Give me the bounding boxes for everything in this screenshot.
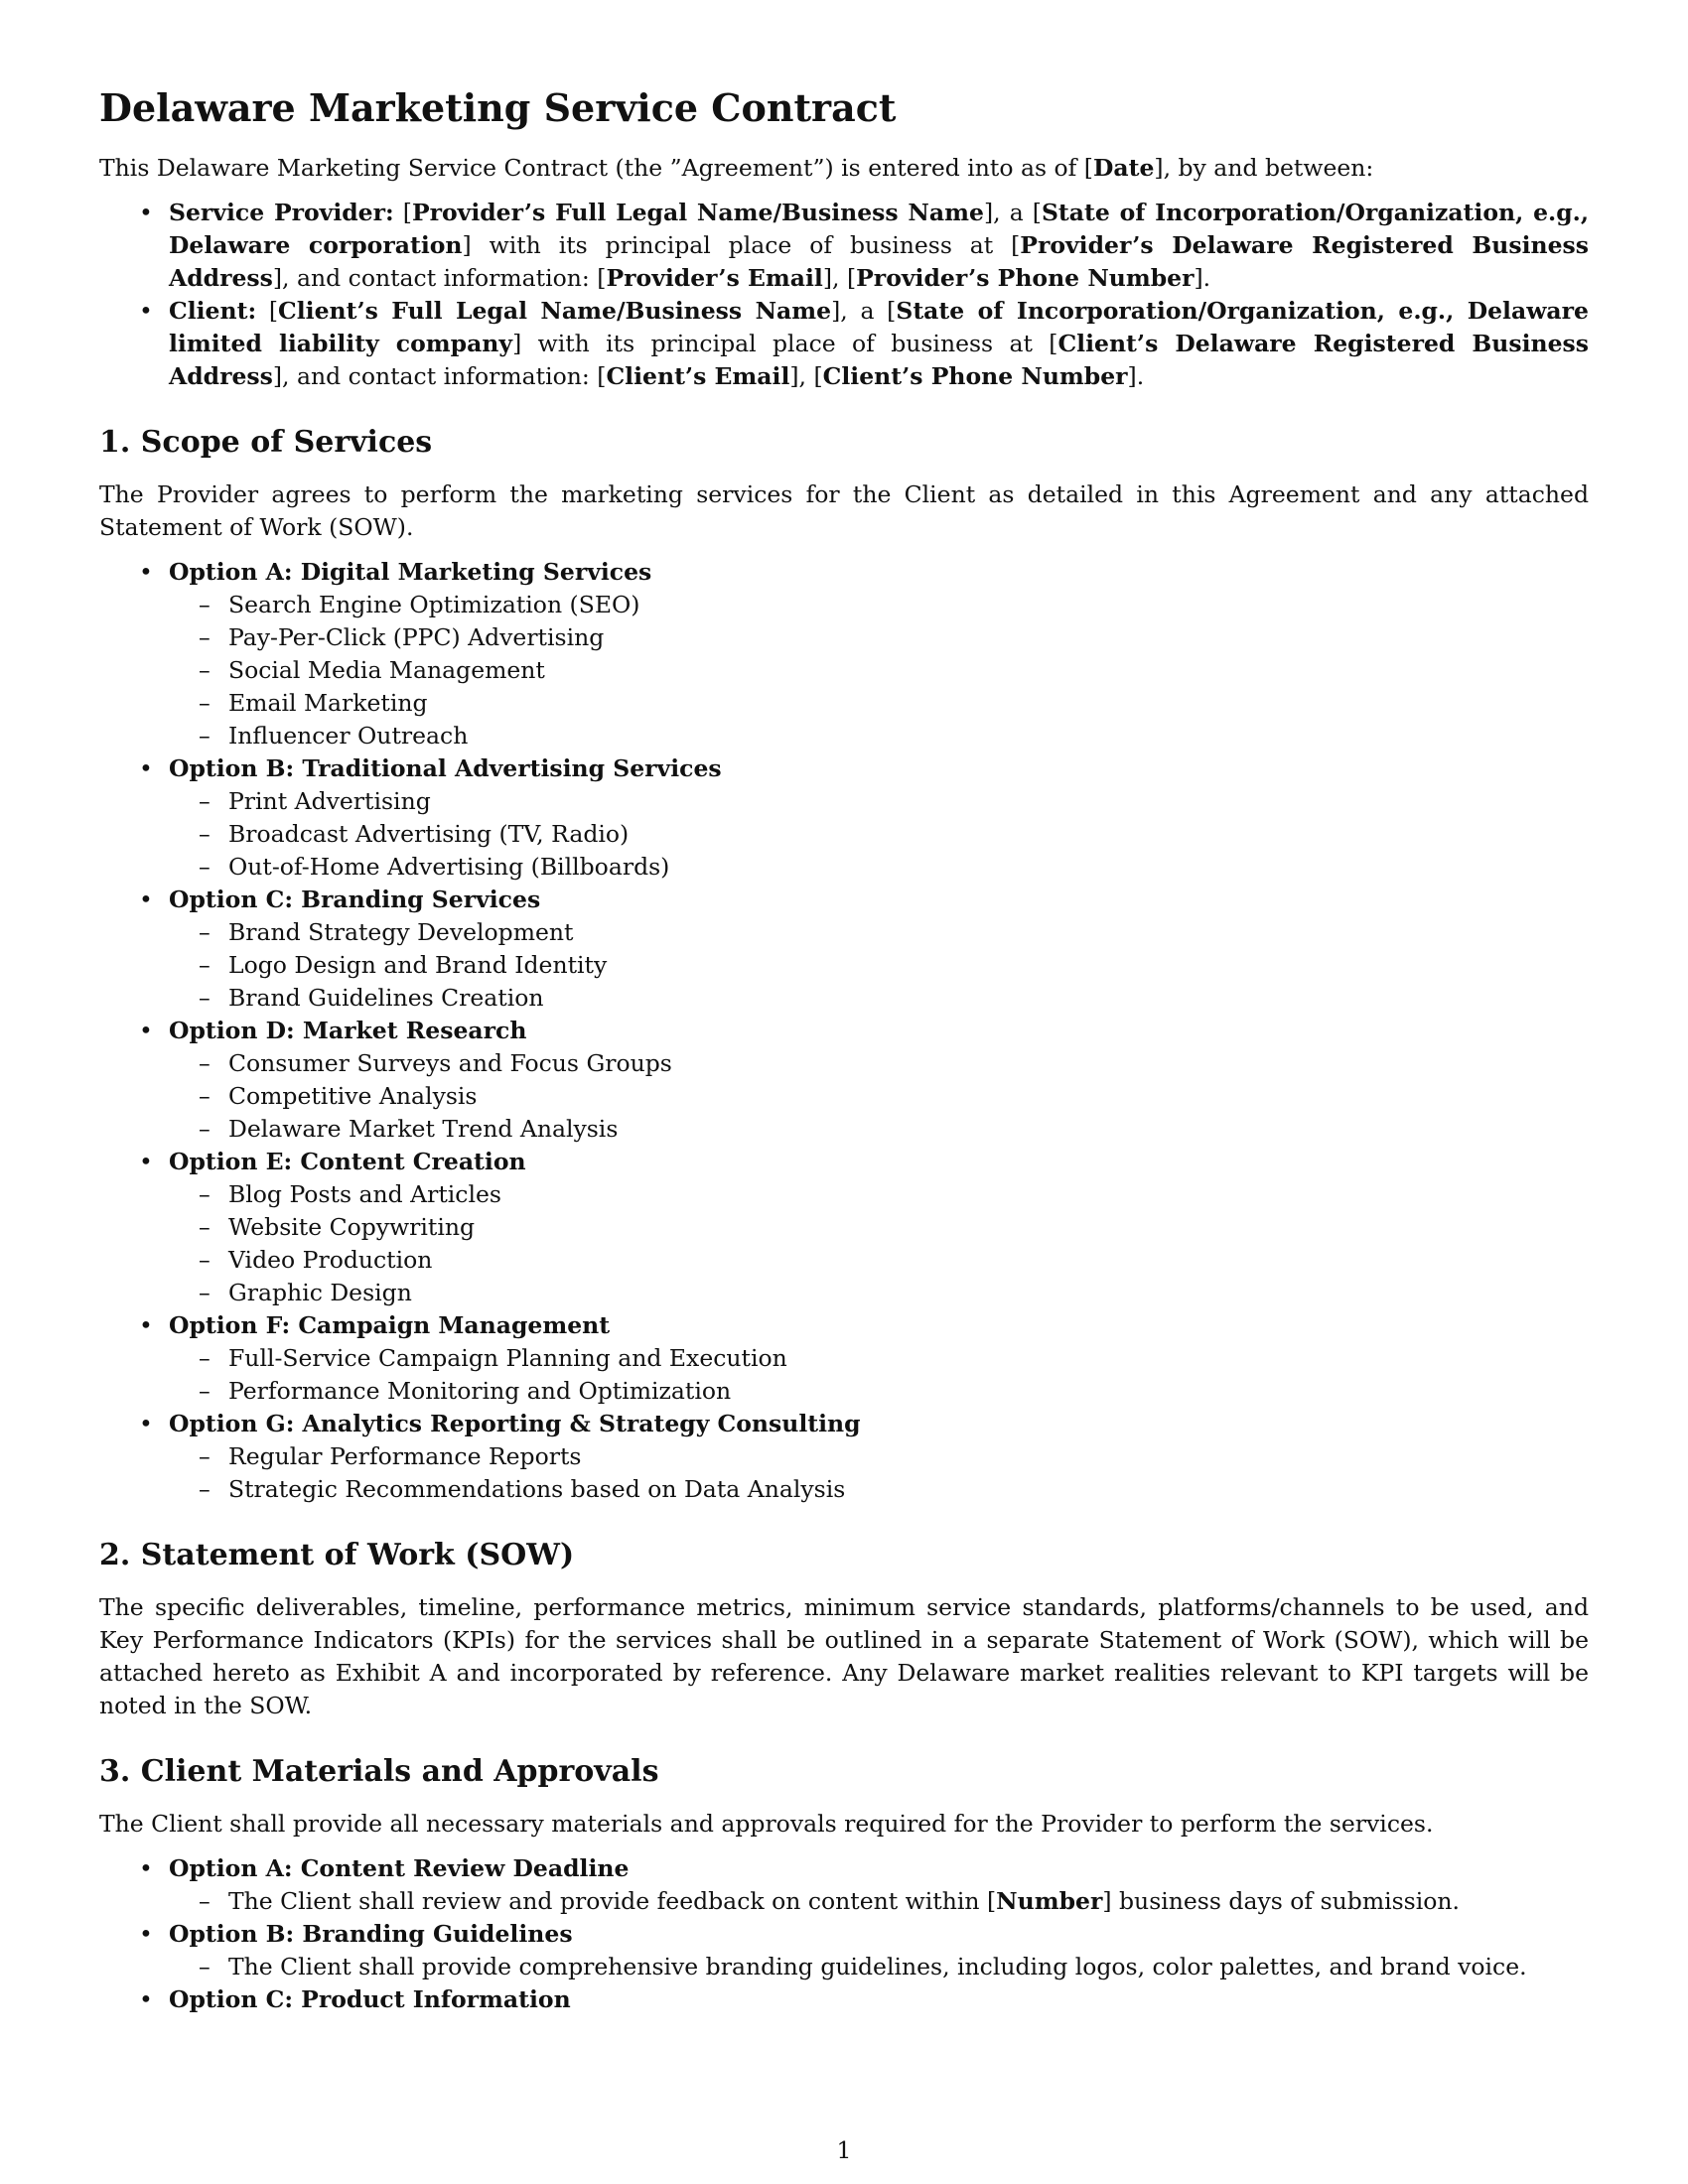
scope-item: – Video Production <box>169 1244 1589 1277</box>
scope-option: • Option A: Digital Marketing Services – Search Engine Optimization (SEO) – Pay-Per-Click (PPC) Advertising – Social Media Management – Email Marketing – Influencer Outreach <box>99 556 1589 752</box>
scope-item: – Regular Performance Reports <box>169 1440 1589 1473</box>
sow-paragraph: The specific deliverables, timeline, performance metrics, minimum service standards, platforms/channels to be used, and Key Performance Indicators (KPIs) for the services shall be outlined in a separate Statement of Work (SOW), which will be attached hereto as Exhibit A and incorporated by reference. Any Delaware market realities relevant to KPI targets will be noted in the SOW. <box>99 1593 1589 1719</box>
scope-option: • Option D: Market Research – Consumer Surveys and Focus Groups – Competitive Analysis – Delaware Market Trend Analysis <box>99 1015 1589 1146</box>
materials-options-list <box>99 1852 1589 2016</box>
materials-item: – The Client shall provide comprehensive branding guidelines, including logos, color palettes, and brand voice. <box>169 1951 1589 1983</box>
scope-item: – Delaware Market Trend Analysis <box>169 1113 1589 1146</box>
number-placeholder: Number <box>996 1887 1103 1915</box>
scope-item: – Pay-Per-Click (PPC) Advertising <box>169 621 1589 654</box>
scope-item: – Strategic Recommendations based on Data Analysis <box>169 1473 1589 1506</box>
scope-item: – Graphic Design <box>169 1277 1589 1309</box>
scope-item: – Social Media Management <box>169 654 1589 687</box>
section-heading-materials: 3. Client Materials and Approvals <box>99 1754 659 1789</box>
scope-option: • Option E: Content Creation – Blog Posts and Articles – Website Copywriting – Video Production – Graphic Design <box>99 1146 1589 1309</box>
scope-item: – Broadcast Advertising (TV, Radio) <box>169 818 1589 851</box>
page-number: 1 <box>836 2136 852 2164</box>
scope-item: – Consumer Surveys and Focus Groups <box>169 1047 1589 1080</box>
scope-item: – Full-Service Campaign Planning and Execution <box>169 1342 1589 1375</box>
scope-item: – Email Marketing <box>169 687 1589 720</box>
materials-paragraph: The Client shall provide all necessary materials and approvals required for the Provider to perform the services. <box>99 1810 1434 1838</box>
scope-item: – Performance Monitoring and Optimization <box>169 1375 1589 1408</box>
scope-item: – Out-of-Home Advertising (Billboards) <box>169 851 1589 884</box>
scope-options-list <box>99 556 1589 1506</box>
date-placeholder: Date <box>1092 154 1155 182</box>
scope-item: – Website Copywriting <box>169 1211 1589 1244</box>
scope-item: – Influencer Outreach <box>169 720 1589 752</box>
client-party: • Client: [Client’s Full Legal Name/Business Name], a [State of Incorporation/Organization, e.g., Delaware limited liability company] with its principal place of business at [Client’s Delaware Registered Business Address], and contact information: [Client’s Email], [Client’s Phone Number]. <box>99 295 1589 393</box>
provider-party: • Service Provider: [Provider’s Full Legal Name/Business Name], a [State of Incorporation/Organization, e.g., Delaware corporation] with its principal place of business at [Provider’s Delaware Registered Business Address], and contact information: [Provider’s Email], [Provider’s Phone Number]. <box>99 197 1589 295</box>
section-heading-sow: 2. Statement of Work (SOW) <box>99 1538 575 1572</box>
contract-page <box>99 84 1589 2016</box>
materials-option: • Option A: Content Review Deadline – The Client shall review and provide feedback on content within [Number] business days of submission. <box>99 1852 1589 1918</box>
scope-item: – Competitive Analysis <box>169 1080 1589 1113</box>
materials-item: – The Client shall review and provide feedback on content within [Number] business days of submission. <box>169 1885 1589 1918</box>
section-heading-scope: 1. Scope of Services <box>99 425 433 460</box>
scope-option: • Option F: Campaign Management – Full-Service Campaign Planning and Execution – Performance Monitoring and Optimization <box>99 1309 1589 1408</box>
materials-option: • Option C: Product Information <box>99 1983 1589 2016</box>
scope-item: – Brand Guidelines Creation <box>169 982 1589 1015</box>
intro-paragraph: This Delaware Marketing Service Contract (the ”Agreement”) is entered into as of [Date], by and between: <box>99 154 1374 182</box>
scope-option: • Option B: Traditional Advertising Services – Print Advertising – Broadcast Advertising (TV, Radio) – Out-of-Home Advertising (Billboards) <box>99 752 1589 884</box>
scope-option: • Option G: Analytics Reporting & Strategy Consulting – Regular Performance Reports – Strategic Recommendations based on Data Analysis <box>99 1408 1589 1506</box>
scope-item: – Blog Posts and Articles <box>169 1178 1589 1211</box>
scope-item: – Print Advertising <box>169 785 1589 818</box>
scope-item: – Search Engine Optimization (SEO) <box>169 589 1589 621</box>
parties-list <box>99 197 1589 393</box>
scope-paragraph: The Provider agrees to perform the marketing services for the Client as detailed in this Agreement and any attached Statement of Work (SOW). <box>99 480 1589 541</box>
materials-option: • Option B: Branding Guidelines – The Client shall provide comprehensive branding guidelines, including logos, color palettes, and brand voice. <box>99 1918 1589 1983</box>
scope-item: – Brand Strategy Development <box>169 916 1589 949</box>
document-title: Delaware Marketing Service Contract <box>99 85 897 130</box>
scope-item: – Logo Design and Brand Identity <box>169 949 1589 982</box>
scope-option: • Option C: Branding Services – Brand Strategy Development – Logo Design and Brand Identity – Brand Guidelines Creation <box>99 884 1589 1015</box>
